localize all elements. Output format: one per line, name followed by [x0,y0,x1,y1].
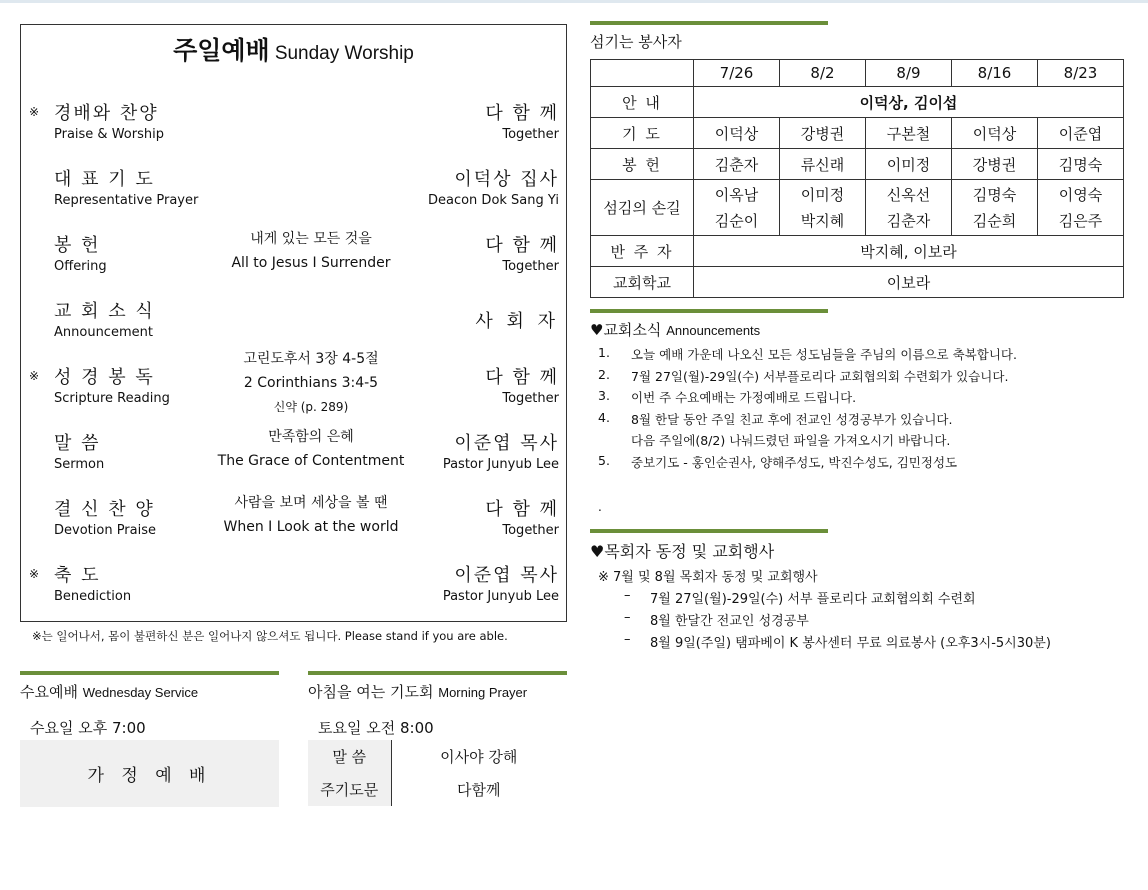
mp-label: 주기도문 [308,773,391,806]
table-cell [1038,180,1124,236]
item-text: 이번 주 수요예배는 가정예배로 드립니다. [631,390,857,405]
item-text: 다음 주일에(8/2) 나눠드렸던 파일을 가져오시기 바랍니다. [631,433,951,448]
list-item [598,610,818,632]
order-item-ko: 축 도 [54,565,101,586]
table-cell: 김명숙 [1038,149,1124,180]
leader-en: Pastor Junyub Lee [442,457,559,472]
morning-prayer-header [308,671,567,702]
item-number: 5. [598,452,610,468]
detail-line: 만족함의 은혜 [268,429,354,445]
servers-header [590,21,828,52]
leader-ko: 이준엽 목사 [454,565,559,586]
leader-en: Deacon Dok Sang Yi [427,193,559,208]
prayer-label: 기 도 [591,118,694,149]
leader-en: Together [502,127,559,142]
wednesday-title-en: Wednesday Service [82,685,199,700]
item-number: 3. [598,388,610,403]
list-item [598,632,1051,654]
leader-ko: 사 회 자 [475,311,559,332]
order-item-detail [196,491,426,539]
order-row [21,165,566,219]
schedule-items [598,588,1051,654]
table-cell [780,180,866,236]
wednesday-header [20,671,279,702]
table-cell: 이준엽 [1038,118,1124,149]
item-number: 1. [598,345,610,360]
announcements-title [590,319,828,340]
hands-bottom: 김춘자 [886,211,931,230]
order-item-en: Announcement [54,325,153,340]
list-item [598,410,1128,432]
hands-top: 이옥남 [714,185,759,204]
list-item [598,453,1128,475]
date-cell: 8/23 [1038,60,1124,87]
section-bar [590,309,828,313]
order-row [21,231,566,285]
section-bar [20,671,279,675]
accompanist-label: 반 주 자 [591,236,694,267]
servers-title: 섬기는 봉사자 [590,33,682,51]
item-text: 7월 27일(월)-29일(수) 서부 플로리다 교회협의회 수련회 [650,592,976,607]
mp-value: 이사야 강해 [440,748,518,766]
detail-line: The Grace of Contentment [217,453,405,469]
wednesday-box: 가 정 예 배 [20,740,279,807]
sunday-worship-panel [20,24,567,622]
leader-ko: 다 함 께 [485,367,559,388]
schedule-title: ♥목회자 동정 및 교회행사 [590,542,775,561]
mp-label: 말 씀 [308,740,391,773]
hands-top: 김명숙 [972,185,1017,204]
table-cell: 이미정 [866,149,952,180]
table-row [591,60,1124,87]
table-cell: 강병권 [780,118,866,149]
leader-ko: 다 함 께 [485,103,559,124]
section-bar [590,21,828,25]
order-item-ko: 대 표 기 도 [54,169,155,190]
order-row [21,99,566,153]
order-item-en: Praise & Worship [54,127,164,142]
hands-top: 이미정 [800,185,845,204]
stand-footnote: ※는 일어나서, 몸이 불편하신 분은 일어나지 않으셔도 됩니다. Please stand if you are able. [32,629,508,643]
announcements-list [598,345,1128,474]
worship-title [21,31,566,67]
announcements-title-en: Announcements [666,323,761,338]
section-bar [590,529,828,533]
leader-en: Together [502,259,559,274]
schedule-header [590,529,828,562]
stand-marker: ※ [29,369,40,383]
item-number: 4. [598,409,610,425]
order-item-en: Devotion Praise [54,523,156,538]
order-item-detail [196,347,426,419]
item-text: 중보기도 - 홍인순권사, 양해주성도, 박진수성도, 김민정성도 [631,454,958,470]
church-school-label: 교회학교 [591,267,694,298]
table-row [308,773,566,806]
order-row [21,429,566,483]
worship-title-ko: 주일예배 [173,36,270,65]
table-cell: 구본철 [866,118,952,149]
order-item-detail [196,227,426,275]
leader-ko: 다 함 께 [485,235,559,256]
leader-ko: 이덕상 집사 [454,169,559,190]
schedule-head: ※ 7월 및 8월 목회자 동정 및 교회행사 [598,570,818,585]
item-number: 2. [598,366,610,382]
dash-bullet: – [624,632,631,647]
trailing-dot: . [598,500,602,514]
announcements-title-ko: ♥교회소식 [590,321,662,339]
list-item [598,588,976,610]
table-cell: 이덕상 [952,118,1038,149]
morning-prayer-time: 토요일 오전 8:00 [318,719,434,737]
wednesday-time: 수요일 오후 7:00 [30,719,146,737]
section-bar [308,671,567,675]
detail-line: 2 Corinthians 3:4-5 [243,375,379,391]
order-item-en: Representative Prayer [54,193,199,208]
date-cell: 8/2 [780,60,866,87]
date-cell: 8/16 [952,60,1038,87]
item-text: 8월 한달간 전교인 성경공부 [650,614,809,629]
list-item [598,367,1128,389]
hands-bottom: 김순이 [714,211,759,230]
list-item [598,388,1128,410]
top-rule [0,0,1148,3]
leader-en: Together [502,523,559,538]
hands-label: 섬김의 손길 [591,180,694,236]
order-row [21,561,566,615]
leader-en: Together [502,391,559,406]
order-item-detail [196,425,426,473]
item-text: 7월 27일(월)-29일(수) 서부플로리다 교회협의회 수련회가 있습니다. [631,368,1009,384]
schedule-list [598,566,1051,654]
order-item-en: Benediction [54,589,132,604]
order-item-en: Scripture Reading [54,391,170,406]
item-text: 8월 한달 동안 주일 친교 후에 전교인 성경공부가 있습니다. [631,411,953,427]
order-item-ko: 경배와 찬양 [54,103,159,124]
usher-value: 이덕상, 김이섭 [694,87,1124,118]
date-cell: 8/9 [866,60,952,87]
leader-ko: 다 함 께 [485,499,559,520]
order-item-ko: 봉 헌 [54,235,101,256]
dash-bullet: – [624,610,631,625]
morning-prayer-title-en: Morning Prayer [438,685,528,700]
table-row [591,180,1124,236]
worship-title-en: Sunday Worship [274,43,414,64]
table-corner-cell [591,60,694,87]
detail-line: 신약 (p. 289) [273,400,349,414]
table-cell: 류신래 [780,149,866,180]
mp-value: 다함께 [457,781,501,799]
list-item [598,431,1128,453]
table-row [591,118,1124,149]
list-item [598,345,1128,367]
hands-top: 이영숙 [1058,185,1103,204]
table-cell: 강병권 [952,149,1038,180]
order-item-ko: 성 경 봉 독 [54,367,155,388]
announcements-header [590,309,828,340]
detail-line: 내게 있는 모든 것을 [250,231,372,247]
item-text: 오늘 예배 가운데 나오신 모든 성도님들을 주님의 이름으로 축복합니다. [631,347,1017,362]
hands-bottom: 김은주 [1058,211,1103,230]
servers-table [590,59,1124,298]
usher-label: 안 내 [591,87,694,118]
table-row [591,236,1124,267]
order-item-ko: 말 씀 [54,433,101,454]
table-row [591,149,1124,180]
morning-prayer-table [308,740,566,806]
leader-ko: 이준엽 목사 [454,433,559,454]
table-cell [952,180,1038,236]
order-item-ko: 결 신 찬 양 [54,499,155,520]
dash-bullet: – [624,588,631,603]
table-cell [866,180,952,236]
hands-top: 신옥선 [886,185,931,204]
table-row [308,740,566,773]
hands-bottom: 박지혜 [800,211,845,230]
order-item-ko: 교 회 소 식 [54,301,155,322]
accompanist-value: 박지혜, 이보라 [694,236,1124,267]
date-cell: 7/26 [694,60,780,87]
church-school-value: 이보라 [694,267,1124,298]
detail-line: 고린도후서 3장 4-5절 [243,351,379,367]
hands-bottom: 김순희 [972,211,1017,230]
order-row [21,297,566,351]
table-row [591,267,1124,298]
detail-line: All to Jesus I Surrender [231,255,391,271]
table-cell: 이덕상 [694,118,780,149]
table-cell [694,180,780,236]
morning-prayer-title [308,681,567,702]
wednesday-title-ko: 수요예배 [20,683,78,701]
offering-label: 봉 헌 [591,149,694,180]
order-row [21,495,566,549]
order-item-en: Sermon [54,457,105,472]
detail-line: When I Look at the world [223,519,399,535]
stand-marker: ※ [29,105,40,119]
stand-marker: ※ [29,567,40,581]
detail-line: 사람을 보며 세상을 볼 땐 [234,495,388,511]
order-item-en: Offering [54,259,107,274]
table-row [591,87,1124,118]
morning-prayer-title-ko: 아침을 여는 기도회 [308,683,434,701]
leader-en: Pastor Junyub Lee [442,589,559,604]
wednesday-title [20,681,279,702]
item-text: 8월 9일(주일) 탬파베이 K 봉사센터 무료 의료봉사 (오후3시-5시30분) [650,636,1051,651]
table-cell: 김춘자 [694,149,780,180]
order-row [21,351,566,417]
